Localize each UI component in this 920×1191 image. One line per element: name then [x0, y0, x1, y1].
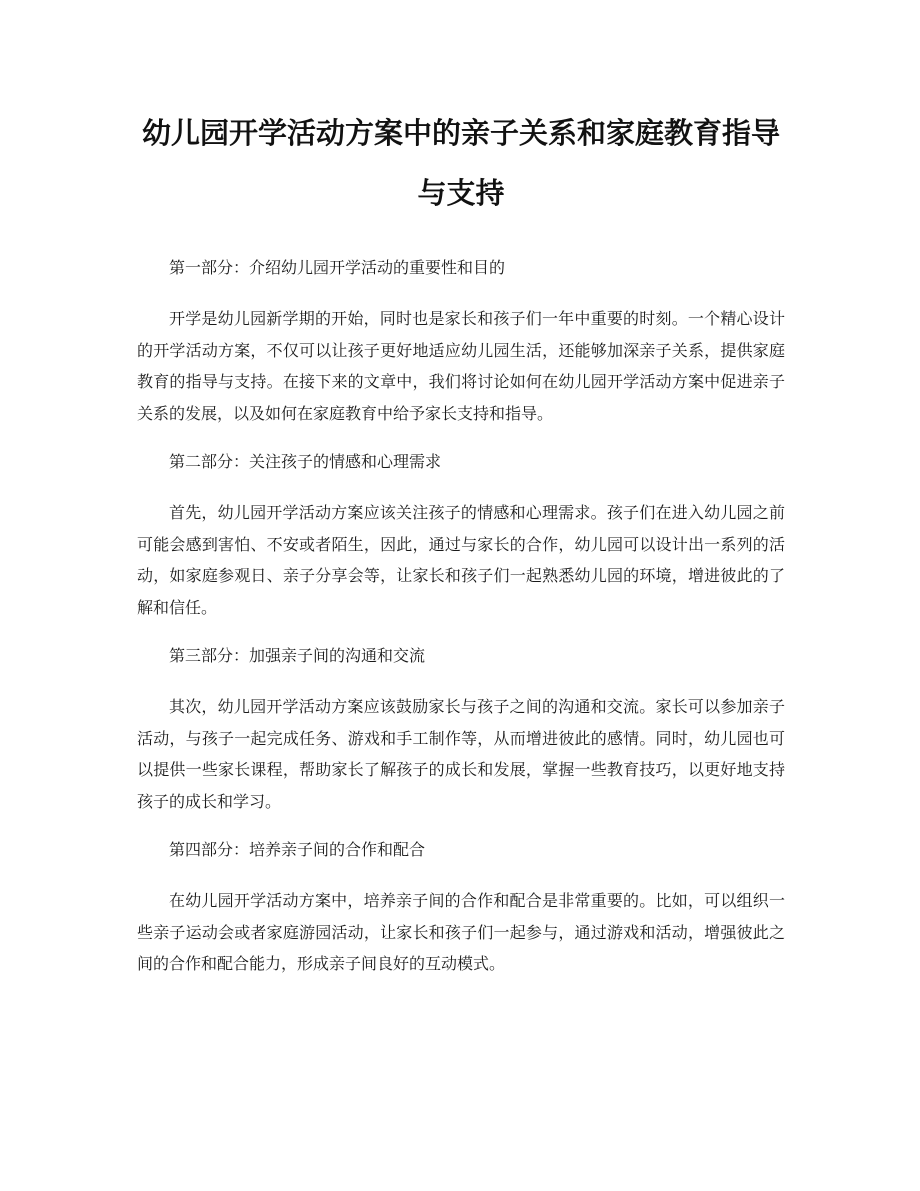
section-paragraph: 开学是幼儿园新学期的开始，同时也是家长和孩子们一年中重要的时刻。一个精心设计的开学活动方案，不仅可以让孩子更好地适应幼儿园生活，还能够加深亲子关系，提供家庭教育的指导与支持。在接下来的文章中，我们将讨论如何在幼儿园开学活动方案中促进亲子关系的发展，以及如何在家庭教育中给予家长支持和指导。: [137, 309, 785, 423]
document-body: [137, 253, 785, 980]
section-1: [137, 253, 785, 429]
section-paragraph: 首先，幼儿园开学活动方案应该关注孩子的情感和心理需求。孩子们在进入幼儿园之前可能会感到害怕、不安或者陌生，因此，通过与家长的合作，幼儿园可以设计出一系列的活动，如家庭参观日、亲子分享会等，让家长和孩子们一起熟悉幼儿园的环境，增进彼此的了解和信任。: [137, 503, 785, 617]
section-heading: 第二部分：关注孩子的情感和心理需求: [169, 452, 442, 471]
section-2: [137, 447, 785, 623]
document-title: 幼儿园开学活动方案中的亲子关系和家庭教育指导与支持: [141, 116, 780, 210]
section-paragraph: 其次，幼儿园开学活动方案应该鼓励家长与孩子之间的沟通和交流。家长可以参加亲子活动，与孩子一起完成任务、游戏和手工制作等，从而增进彼此的感情。同时，幼儿园也可以提供一些家长课程，帮助家长了解孩子的成长和发展，掌握一些教育技巧，以更好地支持孩子的成长和学习。: [137, 697, 785, 811]
document-page: [137, 0, 785, 998]
section-heading: 第一部分：介绍幼儿园开学活动的重要性和目的: [169, 258, 506, 277]
section-heading: 第三部分：加强亲子间的沟通和交流: [169, 646, 426, 665]
section-3: [137, 641, 785, 817]
section-paragraph: 在幼儿园开学活动方案中，培养亲子间的合作和配合是非常重要的。比如，可以组织一些亲子运动会或者家庭游园活动，让家长和孩子们一起参与，通过游戏和活动，增强彼此之间的合作和配合能力，形成亲子间良好的互动模式。: [137, 891, 785, 973]
section-4: [137, 835, 785, 980]
section-heading: 第四部分：培养亲子间的合作和配合: [169, 840, 426, 859]
